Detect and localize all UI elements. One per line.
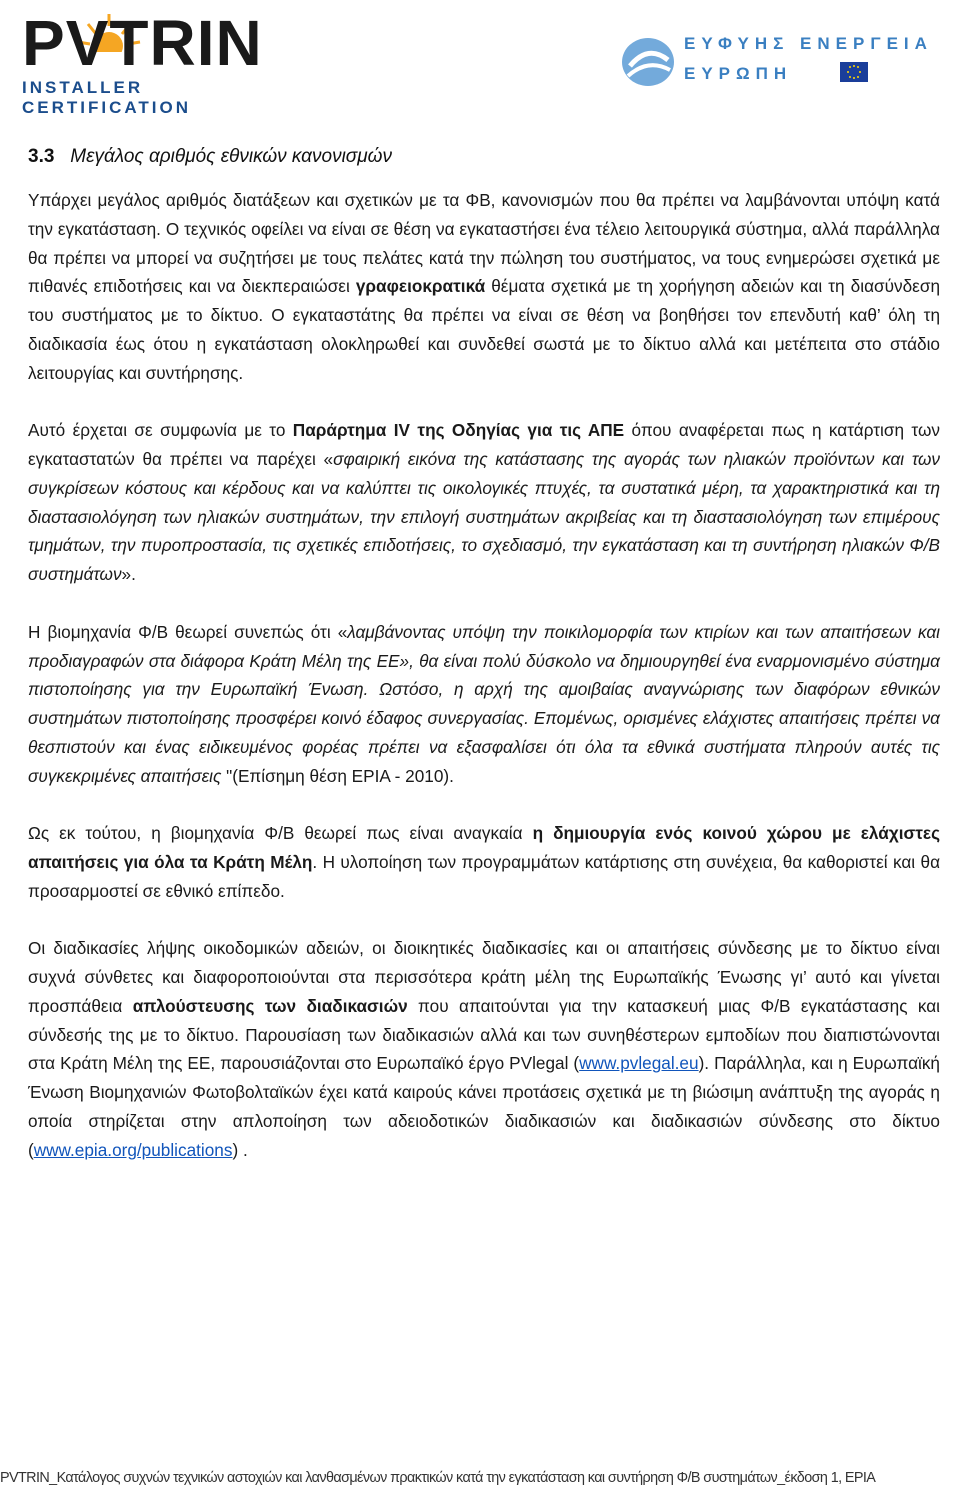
eu-logo-line2: ΕΥΡΩΠΗ: [684, 64, 793, 83]
p2-text-2: όπου αναφέρεται πως η κατάρτιση των εγκαταστατών θα πρέπει να παρέχει «: [28, 420, 940, 470]
paragraph-3: [28, 618, 940, 791]
p1-text-1: Υπάρχει μεγάλος αριθμός διατάξεων και σχετικών με τα ΦΒ, κανονισμών που θα πρέπει να λαμβάνονται υπόψη κατά την εγκατάσταση. Ο τεχνικός οφείλει να είναι σε θέση να εγκαταστήσει ένα τέλειο λειτουργικά σύστημα, αλλά παράλληλα θα πρέπει να μπορεί να συζητήσει με τους πελάτες κατά την πώληση του συστήματος, να τους ενημερώσει σχετικά με πιθανές επιδοτήσεις και να διεκπεραιώσει: [28, 190, 940, 297]
p5-text-4: ) .: [232, 1139, 248, 1160]
epia-publications-link[interactable]: www.epia.org/publications: [33, 1139, 233, 1160]
eu-flag-icon: [840, 62, 868, 82]
p4-text-1: Ως εκ τούτου, η βιομηχανία Φ/Β θεωρεί πως είναι αναγκαία: [28, 823, 533, 844]
section-heading: [28, 146, 940, 168]
p5-text-2: που απαιτούνται για την κατασκευή μιας Φ/Β εγκατάστασης και σύνδεσής της με το δίκτυο. Παρουσίαση των διαδικασιών αλλά και των συνηθέστερων εμποδίων που διαπιστώνονται στα Κράτη Μέλη της ΕΕ, παρουσιάζονται στο Ευρωπαϊκό έργο PVlegal (: [28, 995, 941, 1074]
page-header: [0, 0, 960, 117]
p4-text-2: . Η υλοποίηση των προγραμμάτων κατάρτισης στη συνέχεια, θα καθοριστεί και θα προσαρμοστεί σε εθνικό επίπεδο.: [28, 852, 940, 901]
p2-text-1: Αυτό έρχεται σε συμφωνία με το: [28, 420, 293, 441]
p1-text-2: θέματα σχετικά με τη χορήγηση αδειών και τη διασύνδεση του συστήματος με το δίκτυο. Ο εγκαταστάτης θα πρέπει να είναι σε θέση να βοηθήσει τον επενδυτή καθ’ όλη τη διαδικασία έως ότου η εγκατάσταση ολοκληρωθεί και συνδεθεί σωστά με το δίκτυο αλλά και μετέπειτα στο στάδιο λειτουργίας και συντήρησης.: [28, 276, 940, 383]
section-number: 3.3: [28, 146, 55, 167]
eu-logo-line1: ΕΥΦΥΗΣ ΕΝΕΡΓΕΙΑ: [684, 34, 933, 53]
energy-drop-icon: [618, 30, 678, 90]
document-body: [28, 146, 940, 1193]
p5-text-1: Οι διαδικασίες λήψης οικοδομικών αδειών, οι διοικητικές διαδικασίες και οι απαιτήσεις σύνδεσης με το δίκτυο είναι συχνά σύνθετες και διαφοροποιούνται στα περισσότερα κράτη μέλη της Ευρωπαϊκής Ένωσης γι’ αυτό και γίνεται προσπάθεια: [28, 938, 940, 1016]
section-title: Μεγάλος αριθμός εθνικών κανονισμών: [70, 146, 392, 167]
p2-bold-1: Παράρτημα IV της Οδηγίας για τις ΑΠΕ: [292, 420, 625, 441]
p3-text-2: "(Επίσημη θέση EPIA - 2010).: [221, 765, 454, 786]
p4-bold-1: η δημιουργία ενός κοινού χώρου με ελάχιστες απαιτήσεις για όλα τα Κράτη Μέλη: [28, 823, 941, 872]
p1-bold-1: γραφειοκρατικά: [355, 276, 486, 297]
p5-text-3: ). Παράλληλα, και η Ευρωπαϊκή Ένωση Βιομηχανιών Φωτοβολταϊκών έχει κατά καιρούς κάνει προτάσεις σχετικά με τη βιώσιμη ανάπτυξη της αγοράς η οποία στηρίζεται στην απλοποίηση των αδειοδοτικών διαδικασιών και διαδικασιών σύνδεσης στο δίκτυο (: [28, 1053, 940, 1160]
p2-italic-1: σφαιρική εικόνα της κατάστασης της αγοράς των ηλιακών προϊόντων και των συγκρίσεων κόστους και κέρδους και να καλύπτει τις οικολογικές πτυχές, τα συστατικά μέρη, τα χαρακτηριστικά και τη διαστασιολόγηση των ηλιακών συστημάτων, την επιλογή συστημάτων ακριβείας και τη διαστασιολόγηση των επιμέρους τμημάτων, την πυροπροστασία, τις σχετικές επιδοτήσεις, το σχεδιασμό, την εγκατάσταση και τη συντήρηση ηλιακών Φ/Β συστημάτων: [28, 449, 940, 585]
paragraph-1: [28, 186, 940, 388]
p5-bold-1: απλούστευσης των διαδικασιών: [132, 995, 408, 1016]
paragraph-5: [28, 934, 940, 1164]
p3-italic-1: λαμβάνοντας υπόψη την ποικιλομορφία των κτιρίων και των απαιτήσεων και προδιαγραφών στα διάφορα Κράτη Μέλη της ΕΕ», θα είναι πολύ δύσκολο να δημιουργηθεί ένα εναρμονισμένο σύστημα πιστοποίησης για την Ευρωπαϊκή Ένωση. Ωστόσο, η αρχή της αμοιβαίας αναγνώρισης των διαφόρων εθνικών συστημάτων πιστοποίησης προσφέρει κοινό έδαφος συνεργασίας. Επομένως, ορισμένες ελάχιστες απαιτήσεις πρέπει να θεσπιστούν και ένας ειδικευμένος φορέας πρέπει να εξασφαλίσει ότι όλα τα εθνικά συστήματα πληρούν αυτές τις συγκεκριμένες απαιτήσεις: [28, 621, 940, 786]
pvtrin-wordmark: PVTRIN: [22, 7, 263, 79]
intelligent-energy-europe-logo: [618, 28, 956, 96]
paragraph-4: [28, 819, 940, 905]
pvlegal-link[interactable]: www.pvlegal.eu: [579, 1053, 699, 1074]
p3-text-1: Η βιομηχανία Φ/Β θεωρεί συνεπώς ότι «: [28, 621, 348, 642]
paragraph-2: [28, 416, 940, 589]
p2-text-3: ».: [121, 564, 136, 585]
pvtrin-logo: [18, 6, 318, 117]
page-footer: PVTRIN_Κατάλογος συχνών τεχνικών αστοχιών και λανθασμένων πρακτικών κατά την εγκατάσταση και συντήρηση Φ/Β συστημάτων_έκδοση 1, EPIA: [0, 1470, 876, 1486]
pvtrin-subtitle: INSTALLER CERTIFICATION: [22, 78, 192, 117]
